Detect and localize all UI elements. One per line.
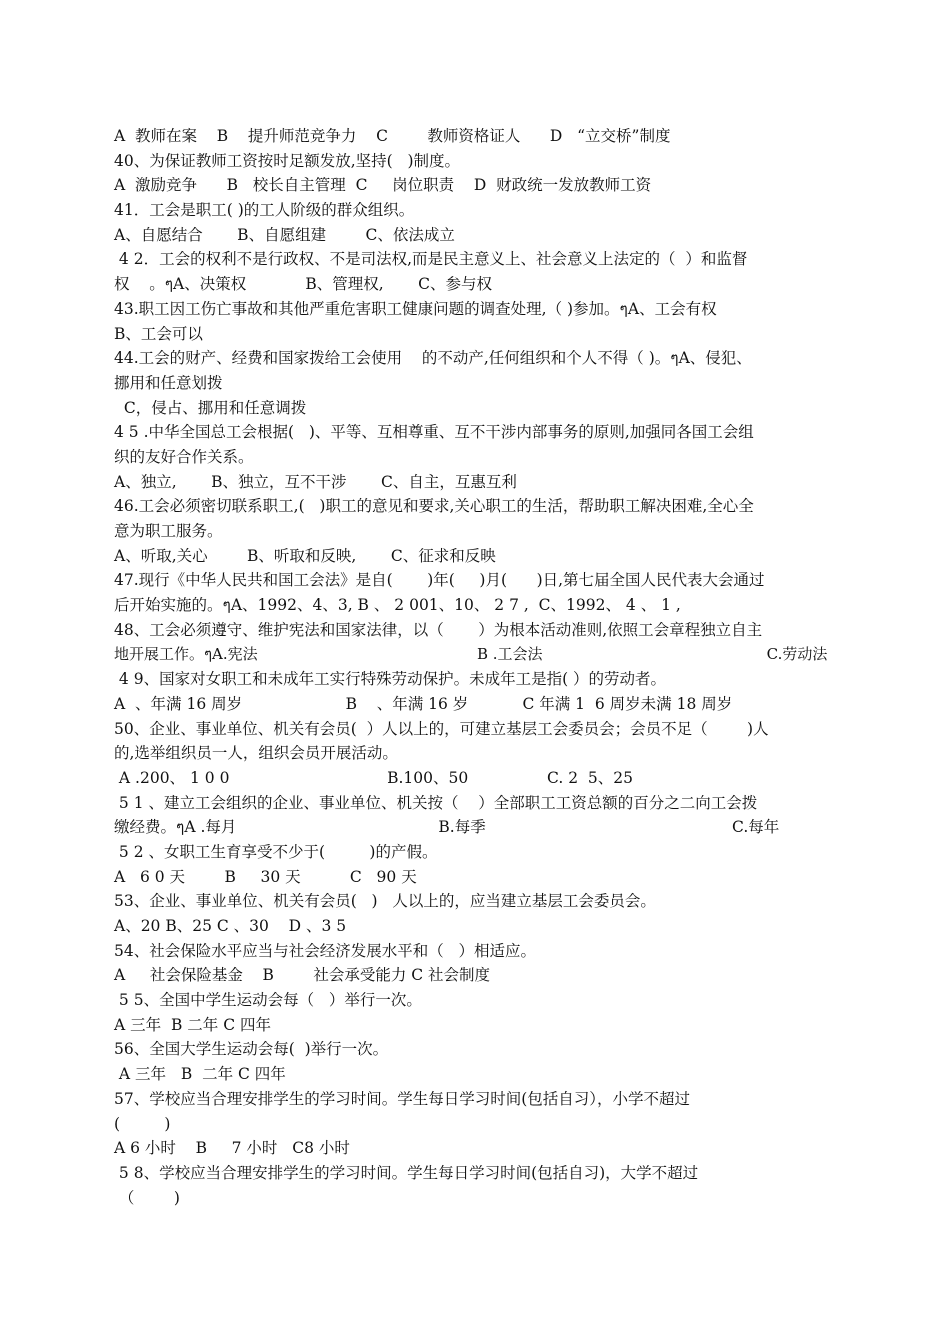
options-45: A、独立, B、独立，互不干涉 C、自主，互惠互利 [114, 472, 517, 491]
question-57: 57、学校应当合理安排学生的学习时间。学生每日学习时间(包括自习），小学不超过 [114, 1089, 691, 1108]
question-51: 5 1 、建立工会组织的企业、事业单位、机关按（ ）全部职工工资总额的百分之二向工会拨 [114, 793, 758, 812]
question-46: 46.工会必须密切联系职工,( )职工的意见和要求,关心职工的生活，帮助职工解决困难,全心全 [114, 497, 754, 516]
question-50: 50、企业、事业单位、机关有会员( ）人以上的，可建立基层工会委员会；会员不足（ )人 [114, 719, 769, 738]
question-44-cont: 挪用和任意划拨 [114, 373, 223, 392]
question-45-cont: 织的友好合作关系。 [114, 447, 254, 466]
options-50: A .200、 1 0 0 B.100、50 C. 2 5、25 [114, 768, 634, 787]
text-line: A 教师在案 B 提升师范竞争力 C 教师资格证人 D “立交桥”制度 [114, 127, 671, 145]
question-42: 4 2．工会的权利不是行政权、不是司法权,而是民主意义上、社会意义上法定的（ ）和监督 [114, 250, 748, 269]
question-49: 4 9、国家对女职工和未成年工实行特殊劳动保护。未成年工是指( ）的劳动者。 [114, 670, 667, 689]
question-48: 48、工会必须遵守、维护宪法和国家法律，以（ ）为根本活动准则,依照工会章程独立自主 [114, 620, 763, 639]
question-44: 44.工会的财产、经费和国家拨给工会使用 的不动产,任何组织和个人不得（ )。ๆA、侵犯、 [114, 349, 752, 368]
options-41: A、自愿结合 B、自愿组建 C、依法成立 [114, 225, 455, 244]
options-43: B、工会可以 [114, 324, 203, 343]
question-41: 41．工会是职工( )的工人阶级的群众组织。 [114, 201, 415, 220]
question-45: 4 5 .中华全国总工会根据( )、平等、互相尊重、互不干涉内部事务的原则,加强同各国工会组 [114, 423, 754, 442]
options-49: A 、年满 16 周岁 B 、年满 16 岁 C 年满 1 6 周岁未满 18 周岁 [114, 694, 733, 713]
options-47: 后开始实施的。ๆA、1992、4、3, B 、 2 001、10、 2 7 , C、1992、 4 、 1 , [114, 596, 681, 615]
options-44: C，侵占、挪用和任意调拨 [114, 398, 307, 417]
question-43: 43.职工因工伤亡事故和其他严重危害职工健康问题的调查处理,（ )参加。ๆA、工会有权 [114, 299, 717, 318]
options-48: 地开展工作。ๆA.宪法 B .工会法 C.劳动法 [114, 645, 828, 664]
document-body [114, 124, 838, 1210]
options-55: A 三年 B 二年 C 四年 [114, 1015, 272, 1034]
options-57: A 6 小时 B 7 小时 C8 小时 [114, 1139, 350, 1158]
options-46: A、听取,关心 B、听取和反映, C、征求和反映 [114, 546, 496, 565]
question-56: 56、全国大学生运动会每( )举行一次。 [114, 1040, 389, 1059]
question-47: 47.现行《中华人民共和国工会法》是自( )年( )月( )日,第七届全国人民代表大会通过 [114, 571, 765, 590]
options-52: A 6 0 天 B 30 天 C 90 天 [114, 867, 417, 886]
question-52: 5 2 、女职工生育享受不少于( )的产假。 [114, 842, 438, 861]
question-58-blank: （ ) [114, 1188, 180, 1207]
options-56: A 三年 B 二年 C 四年 [114, 1065, 286, 1084]
options-40: A 激励竞争 B 校长自主管理 C 岗位职责 D 财政统一发放教师工资 [114, 176, 652, 195]
question-46-cont: 意为职工服务。 [114, 522, 223, 540]
question-40: 40、为保证教师工资按时足额发放,坚持( )制度。 [114, 151, 461, 170]
question-57-blank: ( ) [114, 1114, 171, 1133]
question-54: 54、社会保险水平应当与社会经济发展水平和（ ）相适应。 [114, 941, 537, 960]
options-53: A、20 B、25 C 、30 D 、3 5 [114, 917, 347, 935]
question-53: 53、企业、事业单位、机关有会员( ) 人以上的，应当建立基层工会委员会。 [114, 892, 656, 911]
question-55: 5 5、全国中学生运动会每（ ）举行一次。 [114, 991, 422, 1010]
options-42: 权 。ๆA、决策权 B、管理权, C、参与权 [114, 275, 493, 294]
question-58: 5 8、学校应当合理安排学生的学习时间。学生每日学习时间(包括自习)，大学不超过 [114, 1163, 699, 1182]
options-54: A 社会保险基金 B 社会承受能力 C 社会制度 [114, 966, 491, 985]
question-50-cont: 的,选举组织员一人，组织会员开展活动。 [114, 744, 398, 763]
options-51: 缴经费。ๆA .每月 B.每季 C.每年 [114, 818, 780, 837]
